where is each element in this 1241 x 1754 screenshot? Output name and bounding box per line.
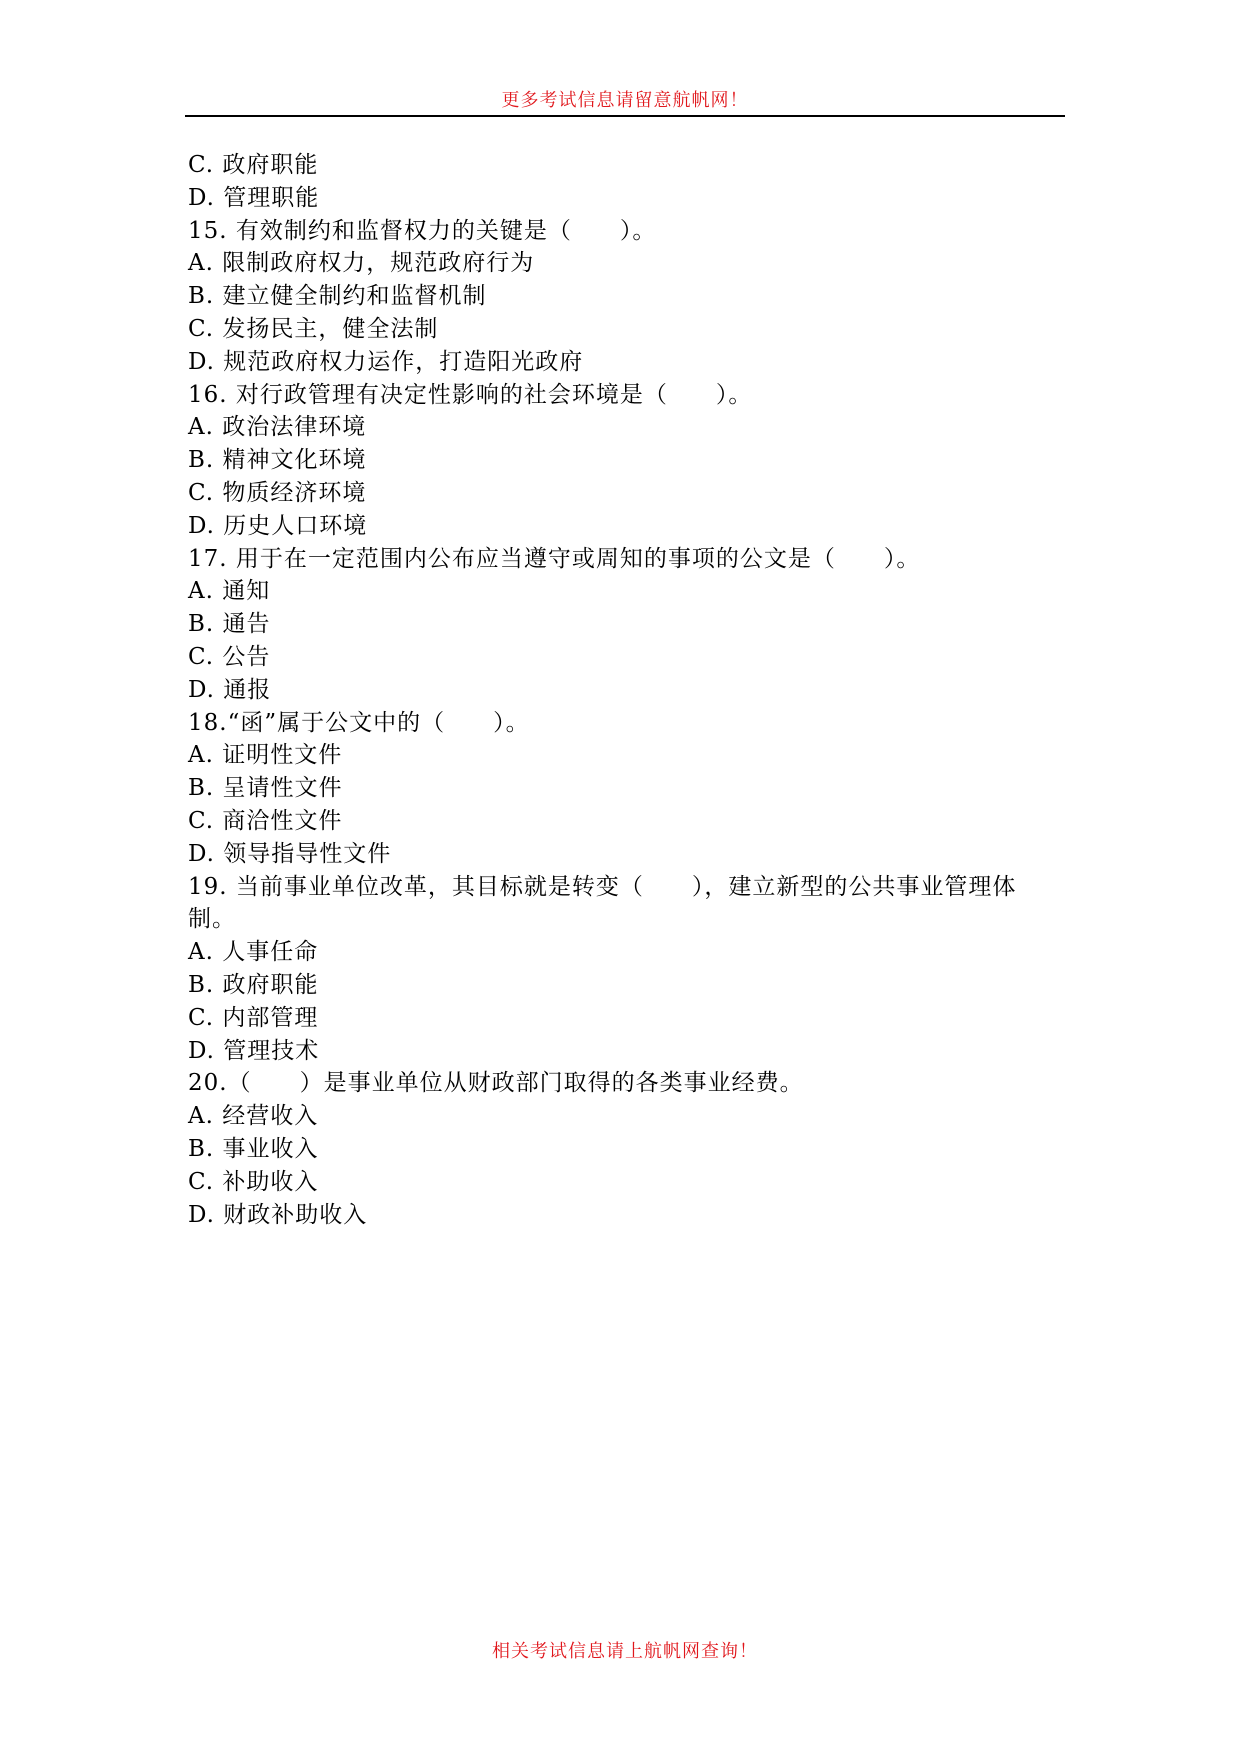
option-d: D. 财政补助收入 bbox=[188, 1201, 368, 1228]
question-19-continued: 制。 bbox=[188, 906, 236, 933]
option-d: D. 规范政府权力运作，打造阳光政府 bbox=[188, 348, 584, 375]
option-a: A. 政治法律环境 bbox=[188, 414, 367, 441]
option-a: A. 经营收入 bbox=[188, 1103, 319, 1130]
option-a: A. 人事任命 bbox=[188, 939, 319, 966]
option-d: D. 通报 bbox=[188, 676, 272, 703]
option-d: D. 领导指导性文件 bbox=[188, 840, 392, 867]
option-d: D. 管理技术 bbox=[188, 1037, 320, 1064]
question-17: 17. 用于在一定范围内公布应当遵守或周知的事项的公文是（ ）。 bbox=[188, 545, 921, 572]
option-d: D. 历史人口环境 bbox=[188, 512, 368, 539]
option-a: A. 限制政府权力，规范政府行为 bbox=[188, 250, 535, 277]
option-c: C. 商洽性文件 bbox=[188, 807, 343, 834]
option-c: C. 补助收入 bbox=[188, 1168, 319, 1195]
option-b: B. 事业收入 bbox=[188, 1135, 319, 1162]
option-d: D. 管理职能 bbox=[188, 184, 320, 211]
option-c: C. 发扬民主，健全法制 bbox=[188, 315, 439, 342]
page-header: 更多考试信息请留意航帆网！ bbox=[501, 90, 749, 111]
question-20: 20.（ ）是事业单位从财政部门取得的各类事业经费。 bbox=[188, 1070, 804, 1097]
option-b: B. 呈请性文件 bbox=[188, 775, 343, 802]
page-footer: 相关考试信息请上航帆网查询！ bbox=[492, 1641, 758, 1662]
option-b: B. 精神文化环境 bbox=[188, 447, 367, 474]
option-a: A. 通知 bbox=[188, 578, 271, 605]
header-divider bbox=[185, 115, 1065, 117]
option-c: C. 物质经济环境 bbox=[188, 479, 367, 506]
option-b: B. 政府职能 bbox=[188, 971, 319, 998]
question-15: 15. 有效制约和监督权力的关键是（ ）。 bbox=[188, 217, 657, 244]
option-b: B. 通告 bbox=[188, 611, 271, 638]
question-16: 16. 对行政管理有决定性影响的社会环境是（ ）。 bbox=[188, 381, 753, 408]
option-a: A. 证明性文件 bbox=[188, 742, 343, 769]
question-18: 18.“函”属于公文中的（ ）。 bbox=[188, 709, 530, 736]
option-b: B. 建立健全制约和监督机制 bbox=[188, 283, 487, 310]
option-c: C. 内部管理 bbox=[188, 1004, 319, 1031]
question-19: 19. 当前事业单位改革，其目标就是转变（ ），建立新型的公共事业管理体 bbox=[188, 873, 1017, 900]
document-body bbox=[188, 149, 1068, 1231]
option-c: C. 公告 bbox=[188, 643, 271, 670]
option-c: C. 政府职能 bbox=[188, 152, 319, 178]
